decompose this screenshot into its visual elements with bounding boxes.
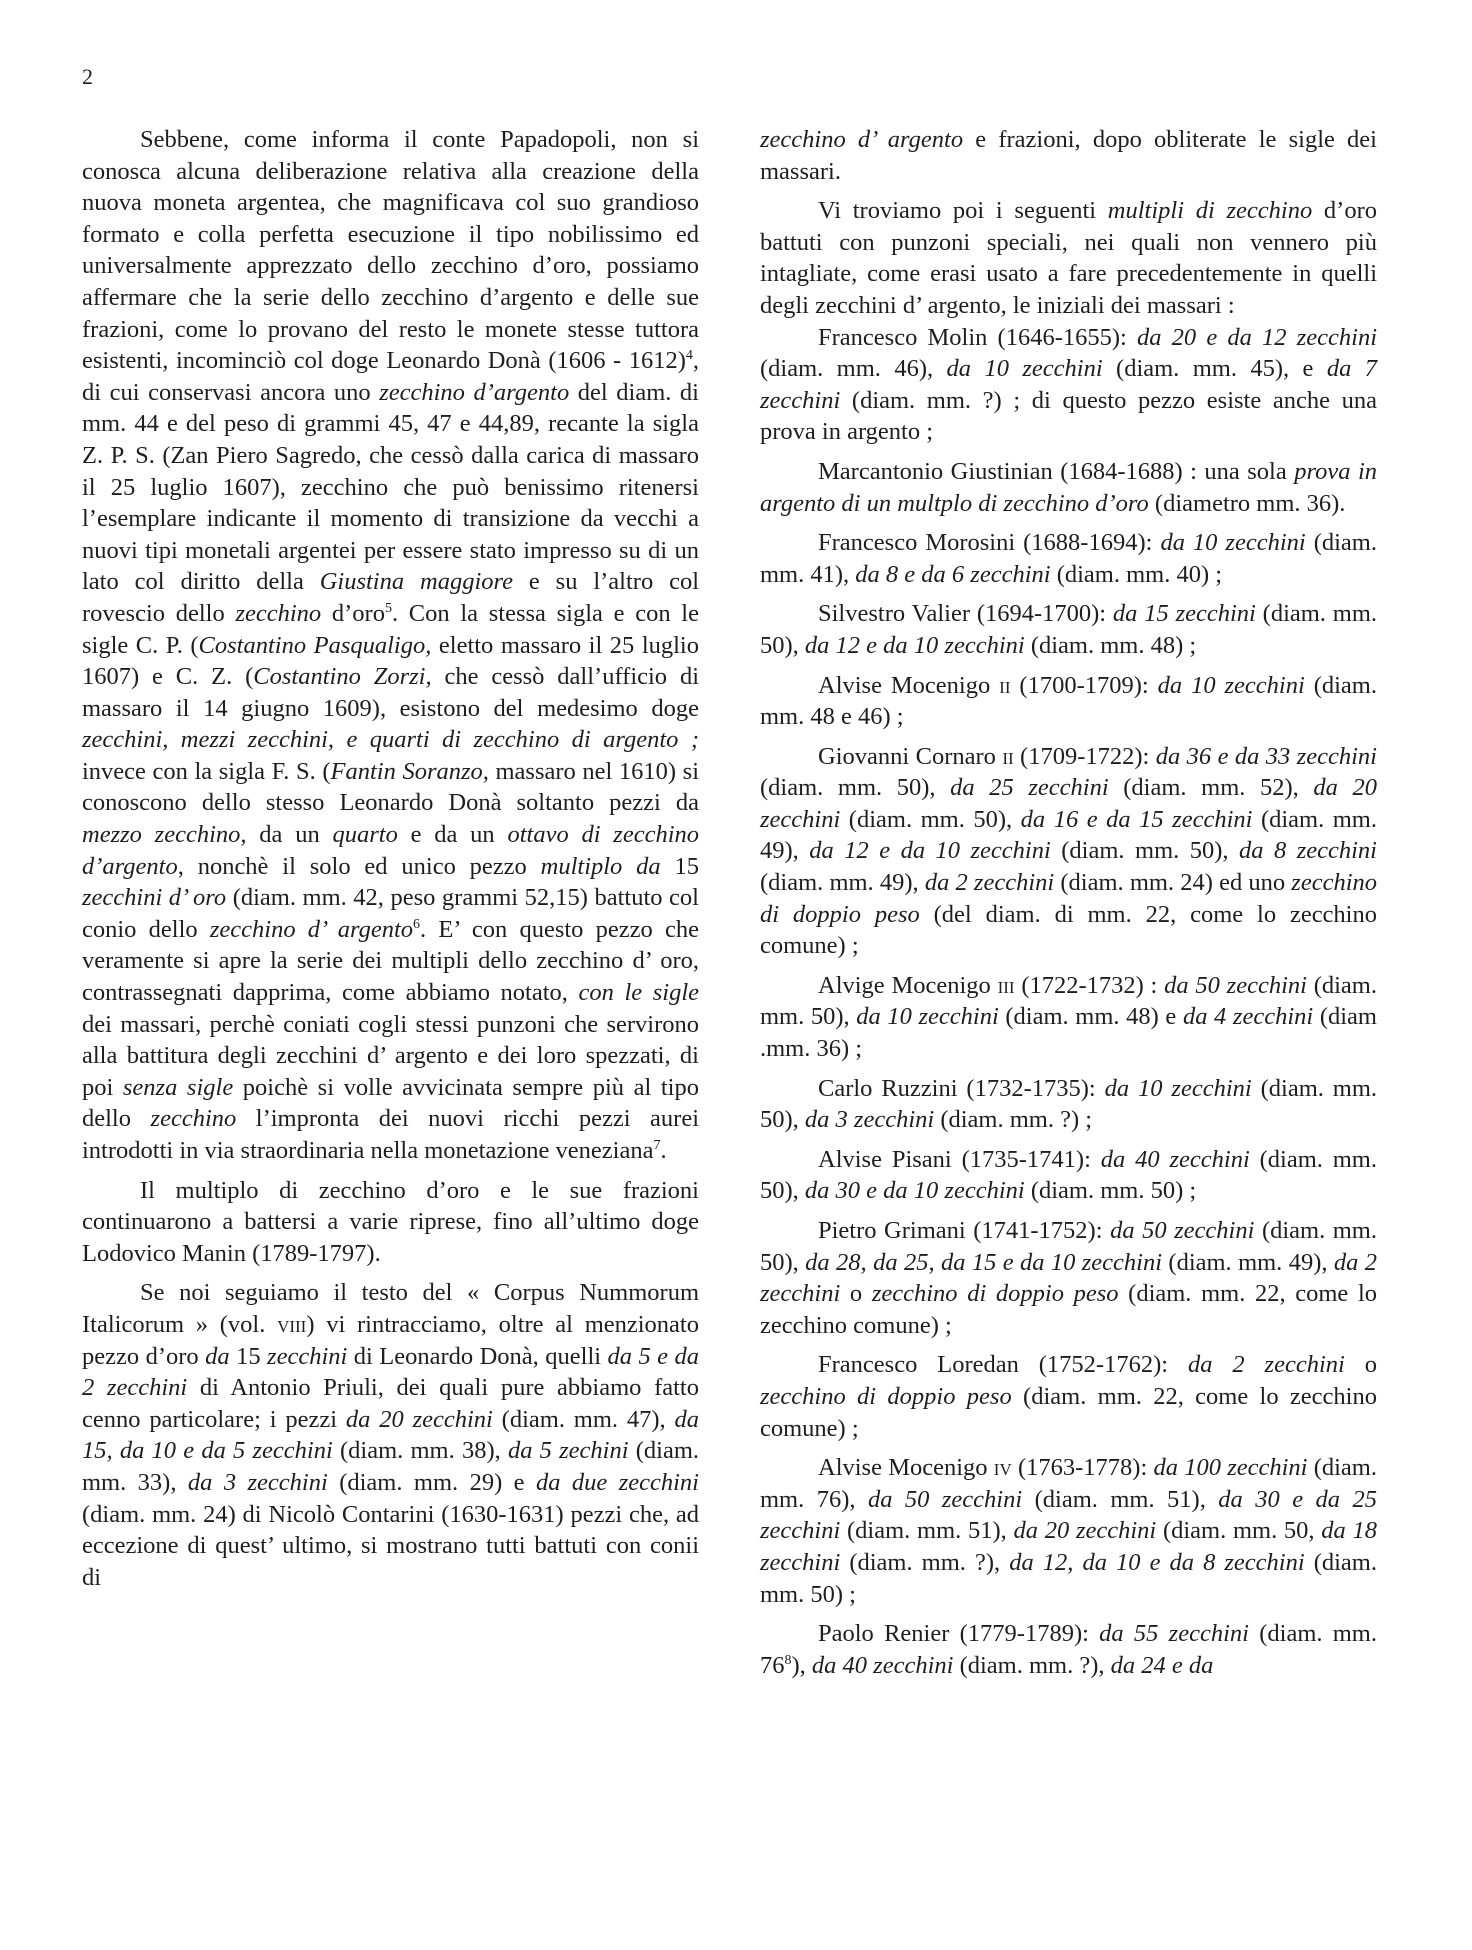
text-run: (diam. mm. 50), — [760, 774, 951, 802]
text-run: del diam. di mm. 44 e del peso di grammi 45, 47 e 44,89, recante la sigla Z. P. S. (Zan Piero Sagredo, che cessò dalla carica di massaro il 25 luglio 1607), zecchino che può benissimo ritenersi l’esemplare indicante il momento di transizione da vecchi a nuovi tipi monetali argentei per essere stato impresso su di un lato col diritto della — [82, 378, 699, 596]
text-run: Sebbene, come informa il conte Papadopoli, non si conosca alcuna deliberazione relativa alla creazione della nuova moneta argentea, che magnificava col suo grandioso formato e colla perfetta esecuzione il tipo nobilissimo ed universalmente apprezzato dello zecchino d’oro, possiamo affermare che la serie dello zecchino d’argento e delle sue frazioni, come lo provano del resto le monete stesse tuttora esistenti, incominciò col doge Leonardo Donà (1606 - 1612) — [82, 126, 699, 375]
text-run: o — [840, 1280, 872, 1308]
text-run: (diam. mm. 50), — [760, 1217, 1377, 1276]
text-run: (diam. mm. 49), — [1162, 1248, 1334, 1276]
text-run: (diam. mm. 50), — [760, 1145, 1377, 1205]
italic-text: da 8 e da 6 zecchini — [855, 560, 1051, 588]
text-run: (diam. mm. 49), — [760, 805, 1377, 865]
doge-entry — [760, 670, 1377, 733]
italic-text: da 2 zecchini — [924, 869, 1055, 897]
text-run: Francesco Molin (1646-1655): — [818, 323, 1138, 351]
italic-text: da 50 zecchini — [1110, 1217, 1255, 1244]
italic-text: da 20 zecchini — [1013, 1517, 1157, 1545]
text-run: da un — [246, 821, 333, 849]
doge-entry — [760, 527, 1377, 590]
italic-text: da 4 zecchini — [1182, 1003, 1314, 1031]
italic-text: zecchino di doppio peso — [760, 869, 1378, 928]
italic-text: da 25 zecchini — [950, 774, 1109, 802]
text-run: (diam. mm. 41), — [760, 529, 1377, 588]
italic-text: zecchino di doppio peso — [760, 1382, 1012, 1410]
text-run: , di cui conservasi ancora uno — [82, 347, 699, 406]
text-run: (diam. mm. ?) ; di questo pezzo esiste anche una prova in argento ; — [760, 386, 1377, 446]
italic-text: da 3 zecchini — [187, 1468, 328, 1496]
text-run: (diam. mm. 50, — [1156, 1517, 1322, 1545]
text-run: Alvige Mocenigo — [818, 971, 998, 999]
doge-entry — [760, 1215, 1377, 1341]
italic-text: zecchini d’ oro — [82, 884, 227, 912]
paragraph — [82, 124, 699, 1167]
italic-text: zecchino d’argento — [379, 378, 570, 406]
text-run: invece con la sigla F. S. ( — [82, 757, 331, 785]
italic-text: senza sigle — [122, 1073, 234, 1101]
text-run: 15 — [229, 1342, 268, 1370]
text-run: (diam. mm. 38), — [332, 1437, 508, 1465]
text-run: (diam. mm. ?), — [953, 1651, 1111, 1679]
italic-text: da 50 zecchini — [1164, 971, 1307, 999]
italic-text: zecchino d’ argento — [209, 915, 414, 943]
doge-entry — [760, 741, 1377, 962]
italic-text: da 8 zecchini — [1239, 837, 1377, 865]
roman-numeral: ii — [999, 671, 1011, 699]
roman-numeral: ii — [1002, 742, 1014, 770]
text-run: 15 — [660, 852, 699, 880]
doge-entry — [760, 598, 1377, 661]
text-run: (diam. mm. 50) ; — [1024, 1177, 1197, 1205]
italic-text: da 100 zecchini — [1153, 1454, 1308, 1482]
footnote-marker: 7 — [653, 1138, 661, 1153]
italic-text: da 28, da 25, da 15 e da 10 zecchini — [805, 1248, 1163, 1276]
italic-text: zecchino di doppio peso — [871, 1280, 1119, 1308]
text-run: (diametro mm. 36). — [1148, 489, 1346, 517]
doge-entry — [760, 1073, 1377, 1136]
text-run: (diam. mm. 52), — [1108, 774, 1314, 802]
text-run: Francesco Loredan (1752-1762): — [818, 1351, 1188, 1379]
text-run: massaro nel 1610) si conoscono dello stesso Leonardo Donà soltanto pezzi da — [82, 757, 699, 817]
text-run: (diam. mm. ?), — [840, 1548, 1010, 1576]
text-run: d’oro — [321, 599, 385, 627]
text-run: (diam. mm. 45), e — [1102, 355, 1327, 383]
italic-text: Giustina maggiore — [319, 568, 514, 596]
text-run: (diam. mm. 48 e 46) ; — [760, 671, 1377, 731]
italic-text: da 2 zecchini — [1187, 1351, 1345, 1379]
italic-text: da 40 zecchini — [1100, 1145, 1250, 1173]
doge-entry-list — [760, 322, 1377, 1682]
text-run: Giovanni Cornaro — [818, 742, 1003, 770]
text-run: , nonchè il solo ed unico pezzo — [177, 852, 541, 880]
text-run: (1722-1732) : — [1014, 971, 1165, 999]
italic-text: da 40 zecchini — [811, 1651, 954, 1679]
text-run: Pietro Grimani (1741-1752): — [818, 1217, 1111, 1244]
text-run: o — [1344, 1351, 1377, 1379]
paragraph — [82, 1277, 699, 1593]
text-run: Alvise Pisani (1735-1741): — [818, 1145, 1101, 1173]
italic-text: zecchini — [267, 1342, 348, 1370]
text-run: (diam. mm. 50), — [1050, 837, 1239, 865]
footnote-marker: 4 — [685, 348, 693, 364]
italic-text: con le sigle — [578, 979, 699, 1007]
italic-text: da 36 e da 33 zecchini — [1155, 742, 1377, 770]
text-run: Alvise Mocenigo — [818, 1454, 994, 1482]
italic-text: da 20 e da 12 zecchini — [1137, 323, 1378, 351]
doge-entry — [760, 1452, 1377, 1610]
text-run: Se noi seguiamo il testo del « Corpus Nummorum Italicorum » (vol. — [82, 1279, 699, 1338]
text-run: e da un — [397, 821, 508, 849]
italic-text: zecchino — [150, 1105, 237, 1133]
text-run: (diam. mm. ?) ; — [934, 1106, 1093, 1134]
italic-text: ottavo di zecchino d’argento — [82, 821, 700, 880]
text-run: ), — [791, 1651, 812, 1679]
italic-text: prova in argento di un multplo di zecchino d’oro — [760, 457, 1377, 517]
italic-text: da 10 zecchini — [946, 355, 1103, 383]
italic-text: da 10 zecchini — [1160, 529, 1306, 557]
text-run: di Leonardo Donà, quelli — [347, 1342, 608, 1370]
text-run: . — [660, 1137, 667, 1164]
text-run: Marcantonio Giustinian (1684-1688) : una sola — [818, 457, 1295, 485]
roman-numeral: viii — [277, 1310, 307, 1338]
italic-text: da 12, da 10 e da 8 zecchini — [1009, 1548, 1305, 1576]
footnote-marker: 6 — [413, 916, 421, 932]
text-run: eletto massaro il 25 luglio 1607) e C. Z. ( — [82, 631, 699, 691]
footnote-marker: 8 — [784, 1652, 792, 1668]
text-run: Il multiplo di zecchino d’oro e le sue frazioni continuarono a battersi a varie riprese, fino all’ultimo doge Lodovico Manin (1789-1797). — [82, 1176, 699, 1267]
doge-entry — [760, 322, 1377, 448]
text-run: (diam. mm. 51), — [1022, 1485, 1219, 1513]
text-run: Silvestro Valier (1694-1700): — [818, 600, 1113, 628]
italic-text: zecchini, mezzi zecchini, e quarti di zecchino di argento ; — [82, 726, 699, 754]
italic-text: da due zecchini — [535, 1468, 699, 1496]
text-run: (diam. mm. 22, come lo zecchino comune) ; — [760, 1382, 1377, 1442]
text-run: Carlo Ruzzini (1732-1735): — [818, 1074, 1105, 1102]
italic-text: Costantino Zorzi, — [253, 663, 432, 691]
text-run: (del diam. di mm. 22, come lo zecchino comune) ; — [760, 900, 1377, 960]
text-run: (diam .mm. 36) ; — [760, 1003, 1377, 1063]
text-run: (diam. mm. 50), — [760, 971, 1377, 1031]
text-run: Vi troviamo poi i seguenti — [818, 197, 1108, 225]
text-run: (diam. mm. 76), — [760, 1454, 1377, 1513]
text-run: d’oro battuti con punzoni speciali, nei quali non vennero più intagliate, come erasi usato a fare precedentemente in quelli degli zecchini d’ argento, le iniziali dei massari : — [760, 197, 1377, 319]
italic-text: da 10 zecchini — [1157, 671, 1305, 699]
text-run: (diam. mm. 24) di Nicolò Contarini (1630-1631) pezzi che, ad eccezione di quest’ ultimo, si mostrano tutti battuti con conii di — [82, 1500, 699, 1591]
italic-text: multipli di zecchino — [1107, 197, 1313, 225]
doge-entry — [760, 970, 1377, 1065]
italic-text: da 55 zecchini — [1099, 1620, 1249, 1648]
doge-entry — [760, 1618, 1377, 1681]
doge-entry — [760, 456, 1377, 519]
text-run: (diam. mm. 29) e — [327, 1468, 536, 1496]
paragraph — [760, 124, 1377, 187]
italic-text: da 20 zecchini — [345, 1405, 493, 1433]
italic-text: da 15, da 10 e da 5 zecchini — [82, 1405, 699, 1465]
text-run: (diam. mm. 46), — [760, 355, 947, 383]
text-run: (1763-1778): — [1011, 1454, 1154, 1482]
italic-text: da 5 zechini — [507, 1437, 629, 1465]
text-run: di Antonio Priuli, dei quali pure abbiamo fatto cenno particolare; i pezzi — [82, 1374, 699, 1433]
roman-numeral: iv — [993, 1454, 1012, 1482]
text-run: Paolo Renier (1779-1789): — [818, 1620, 1100, 1648]
text-run: l’impronta dei nuovi ricchi pezzi aurei introdotti in via straordinaria nella monetazione veneziana — [82, 1105, 699, 1164]
italic-text: da 10 zecchini — [856, 1003, 999, 1031]
italic-text: da 20 zecchini — [760, 774, 1378, 833]
text-run: (diam. mm. 48) e — [998, 1003, 1183, 1031]
italic-text: da 2 zecchini — [760, 1248, 1377, 1308]
paragraph — [760, 195, 1377, 321]
italic-text: da 30 e da 10 zecchini — [804, 1177, 1025, 1205]
italic-text: da 3 zecchini — [804, 1106, 935, 1134]
text-run: . E’ con questo pezzo che veramente si apre la serie dei multipli dello zecchino d’ oro, contrassegnati dapprima, come abbiamo notato, — [82, 915, 699, 1007]
text-run: (diam. mm. 50), — [760, 600, 1377, 659]
text-run: e su l’altro col rovescio dello — [82, 568, 700, 627]
text-run: (diam. mm. 50), — [760, 1074, 1378, 1134]
text-run: (1700-1709): — [1010, 671, 1158, 699]
text-run: . Con la stessa sigla e con le sigle C. P. ( — [82, 599, 699, 659]
page-number: 2 — [82, 64, 93, 89]
text-run: Francesco Morosini (1688-1694): — [818, 529, 1161, 557]
left-column — [82, 124, 699, 1593]
text-run: Alvise Mocenigo — [818, 671, 1000, 699]
italic-text: mezzo zecchino, — [82, 821, 247, 849]
text-run: (diam. mm. 24) ed uno — [1054, 869, 1292, 897]
text-run: che cessò dall’ufficio di massaro il 14 giugno 1609), esistono del medesimo doge — [82, 663, 699, 722]
italic-text: da 16 e da 15 zecchini — [1020, 805, 1253, 833]
doge-entry — [760, 1144, 1377, 1207]
italic-text: da 15 zecchini — [1112, 600, 1256, 628]
italic-text: Fantin Soranzo, — [330, 757, 489, 785]
italic-text: da 50 zecchini — [867, 1485, 1023, 1513]
italic-text: da 24 e da — [1110, 1651, 1214, 1679]
italic-text: zecchino d’ argento — [760, 126, 964, 153]
text-run: (diam. mm. 47), — [492, 1405, 675, 1433]
italic-text: da 12 e da 10 zecchini — [809, 837, 1051, 865]
italic-text: da 18 zecchini — [760, 1517, 1378, 1576]
footnote-marker: 5 — [384, 600, 392, 616]
text-run: ) vi rintracciamo, oltre al menzionato pezzo d’oro — [82, 1310, 699, 1370]
doge-entry — [760, 1349, 1377, 1444]
text-run: (diam. mm. 76 — [760, 1620, 1377, 1679]
italic-text: multiplo da — [540, 852, 661, 880]
italic-text: da 7 zecchini — [760, 355, 1378, 414]
text-run: (diam. mm. 22, come lo zecchino comune) ; — [760, 1280, 1377, 1339]
italic-text: da — [205, 1342, 230, 1370]
italic-text: Costantino Pasqualigo, — [198, 631, 432, 659]
text-run: (diam. mm. 40) ; — [1050, 560, 1223, 588]
text-run: (diam. mm. 50) ; — [760, 1548, 1377, 1608]
italic-text: quarto — [332, 821, 398, 849]
text-run: (diam. mm. 50), — [840, 805, 1021, 833]
text-run: (diam. mm. 33), — [82, 1437, 699, 1496]
text-run: (diam. mm. 49), — [760, 869, 925, 897]
paragraph — [82, 1175, 699, 1270]
roman-numeral: iii — [997, 971, 1015, 999]
text-run: (diam. mm. 48) ; — [1024, 631, 1197, 659]
text-run: (diam. mm. 42, peso grammi 52,15) battuto col conio dello — [82, 884, 699, 943]
italic-text: da 12 e da 10 zecchini — [804, 631, 1025, 659]
right-column — [760, 124, 1377, 1681]
text-run: (1709-1722): — [1013, 742, 1156, 770]
text-run: poichè si volle avvicinata sempre più al tipo dello — [82, 1073, 699, 1133]
italic-text: zecchino — [235, 599, 322, 627]
text-run: dei massari, perchè coniati cogli stessi punzoni che servirono alla battitura degli zecchini d’ argento e dei loro spezzati, di poi — [82, 1010, 699, 1101]
italic-text: da 10 zecchini — [1104, 1074, 1252, 1102]
text-run: e frazioni, dopo obliterate le sigle dei massari. — [760, 126, 1377, 185]
italic-text: da 5 e da 2 zecchini — [82, 1342, 700, 1402]
text-run: (diam. mm. 51), — [840, 1517, 1014, 1545]
italic-text: da 30 e da 25 zecchini — [760, 1485, 1378, 1545]
